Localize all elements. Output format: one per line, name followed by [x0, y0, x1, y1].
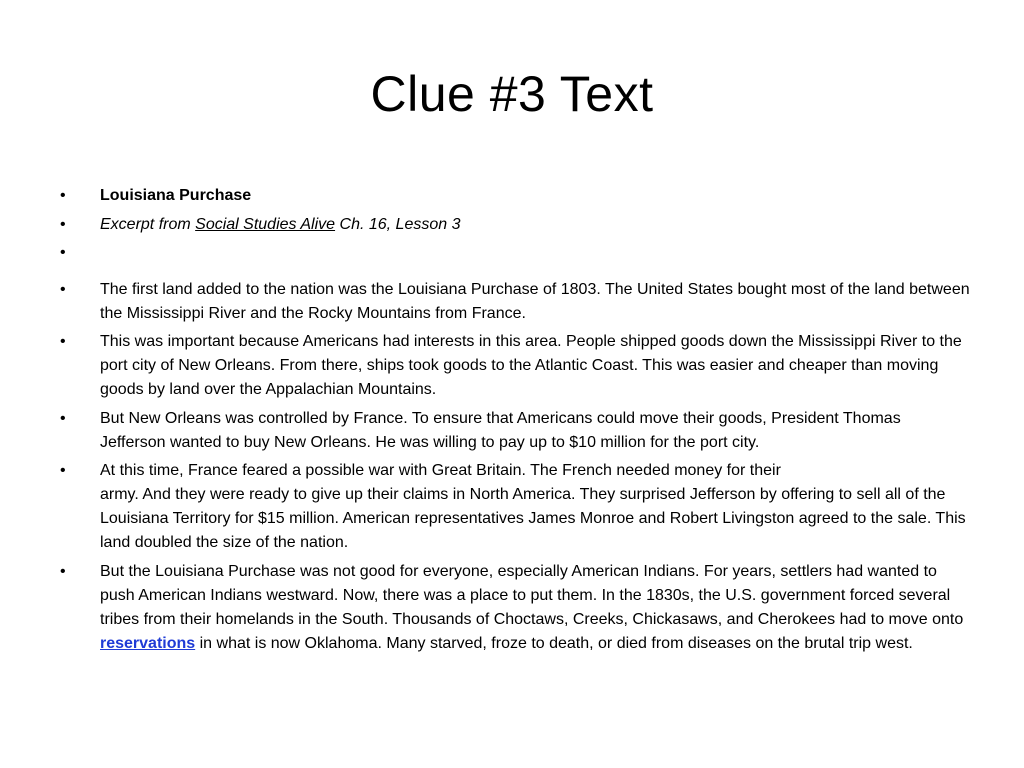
- paragraph-5-before-link: But the Louisiana Purchase was not good for everyone, especially American Indians. For years, settlers had wanted to push American Indians westward. Now, there was a place to put them. In the 1830s, the U.S. government forced several tribes from their homelands in the South. Thousands of Choctaws, Creeks, Chickasaws, and Cherokees had to move onto: [100, 562, 964, 628]
- list-item-heading: [60, 184, 970, 208]
- paragraph-4-text: [100, 459, 970, 555]
- bullet-icon: •: [60, 409, 66, 427]
- list-item-paragraph-2: [60, 330, 970, 402]
- list-item-paragraph-3: [60, 407, 970, 455]
- source-text: [100, 213, 970, 237]
- bullet-icon: •: [60, 280, 66, 298]
- bullet-icon: •: [60, 462, 66, 479]
- source-suffix: Ch. 16, Lesson 3: [335, 215, 461, 233]
- bullet-icon: •: [60, 215, 66, 233]
- paragraph-3-text: But New Orleans was controlled by France. To ensure that Americans could move their goods, President Thomas Jefferson wanted to buy New Orleans. He was willing to pay up to $10 million for the port city.: [100, 409, 901, 451]
- list-item-paragraph-5: [60, 560, 970, 656]
- list-item-empty: [60, 241, 970, 273]
- bullet-icon: •: [60, 333, 66, 350]
- list-item-paragraph-4: [60, 459, 970, 555]
- slide-title: Clue #3 Text: [370, 66, 654, 122]
- bullet-icon: •: [60, 562, 66, 580]
- paragraph-2-text: This was important because Americans had interests in this area. People shipped goods down the Mississippi River to the port city of New Orleans. From there, ships took goods to the Atlantic Coast. This was easier and cheaper than moving goods by land over the Appalachian Mountains.: [100, 333, 962, 398]
- paragraph-5-after-link: in what is now Oklahoma. Many starved, froze to death, or died from diseases on the brutal trip west.: [195, 634, 913, 652]
- paragraph-4-rest: army. And they were ready to give up their claims in North America. They surprised Jefferson by offering to sell all of the Louisiana Territory for $15 million. American representatives James Monroe and Robert Livingston agreed to the sale. This land doubled the size of the nation.: [100, 486, 966, 551]
- bullet-icon: •: [60, 187, 66, 204]
- paragraph-1-text: The first land added to the nation was the Louisiana Purchase of 1803. The United States bought most of the land between the Mississippi River and the Rocky Mountains from France.: [100, 280, 970, 322]
- bullet-list: [60, 184, 970, 660]
- source-prefix: Excerpt from: [100, 215, 196, 233]
- paragraph-5-text: [100, 560, 970, 656]
- heading-text: Louisiana Purchase: [100, 187, 252, 204]
- book-title: Social Studies Alive: [195, 215, 336, 233]
- reservations-link[interactable]: reservations: [100, 634, 196, 652]
- list-item-paragraph-1: [60, 278, 970, 326]
- paragraph-4-line1: At this time, France feared a possible war with Great Britain. The French needed money for their: [100, 462, 781, 479]
- bullet-icon: •: [60, 244, 66, 261]
- list-item-source: [60, 213, 970, 237]
